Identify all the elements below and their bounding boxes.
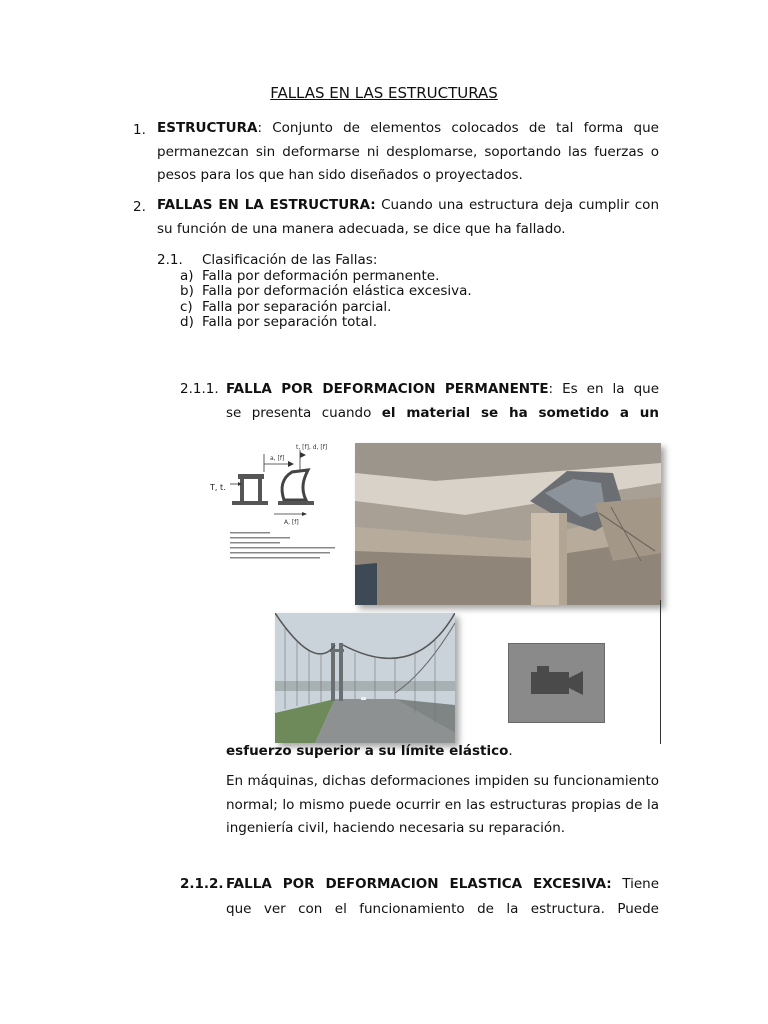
diagram-label-left: T, t.: [210, 483, 226, 492]
video-placeholder[interactable]: [508, 643, 605, 723]
list-item: Falla por separación parcial.: [202, 299, 392, 315]
section-2-1-1-line-2: [226, 405, 659, 421]
section-2-1-1-paragraph: En máquinas, dichas deformaciones impiden su funcionamiento normal; lo mismo puede ocurrir en las estructuras propias de la ingeniería civil, haciendo necesaria su reparación.: [226, 773, 659, 836]
section-2-1-1-line-1: [226, 381, 659, 397]
section-1-text: : Conjunto de elementos colocados de tal forma que permanezcan sin deformarse ni desplomarse, soportando las fuerzas o pesos para los que han sido diseñados o proyectados.: [157, 120, 659, 183]
section-2-1-1-line-3-bold: esfuerzo superior a su límite elástico: [226, 743, 509, 759]
damaged-column-photo: [355, 443, 661, 605]
page-title: FALLAS EN LAS ESTRUCTURAS: [270, 84, 498, 102]
list-item-letter: a): [180, 268, 194, 284]
section-2-1-1-number: 2.1.1.: [180, 381, 219, 397]
section-2-1-heading: Clasificación de las Fallas:: [202, 252, 378, 268]
diagram-legend-lines: [230, 532, 335, 559]
deformation-diagram-svg: [210, 440, 345, 570]
section-2-1-1-line-2-bold: el material se ha sometido a un: [381, 405, 659, 421]
section-2-paragraph: [157, 194, 659, 241]
diagram-label-bottom: A, [f]: [284, 519, 299, 526]
list-item: Falla por deformación elástica excesiva.: [202, 283, 472, 299]
section-2-1-1-line-1-text: : Es en la que: [548, 381, 660, 397]
section-1-number: 1.: [133, 122, 146, 138]
section-2-1-2-line-1-text: Tiene: [611, 876, 659, 892]
section-1-term: ESTRUCTURA: [157, 120, 258, 136]
section-2-1-1-line-3: [226, 743, 513, 759]
section-2-number: 2.: [133, 199, 146, 215]
damaged-column-photo-svg: [355, 443, 661, 605]
video-camera-icon: [509, 644, 604, 722]
section-2-term: FALLAS EN LA ESTRUCTURA:: [157, 197, 376, 213]
section-2-1-2-line-2: que ver con el funcionamiento de la estructura. Puede: [226, 901, 659, 917]
section-2-1-1-term: FALLA POR DEFORMACION PERMANENTE: [226, 381, 549, 397]
suspension-bridge-photo: [275, 613, 455, 743]
list-item: Falla por deformación permanente.: [202, 268, 440, 284]
suspension-bridge-photo-svg: [275, 613, 455, 743]
section-2-1-number: 2.1.: [157, 252, 183, 268]
list-item-letter: b): [180, 283, 194, 299]
section-2-1-2-line-1: [226, 876, 659, 892]
section-2-1-1-line-2-text: se presenta cuando: [226, 405, 382, 421]
list-item: Falla por separación total.: [202, 314, 377, 330]
figure-border-line: [660, 600, 661, 744]
section-2-text: Cuando una estructura deja cumplir con su función de una manera adecuada, se dice que ha fallado.: [157, 197, 659, 237]
diagram-label-top: t, [f], d, [f]: [296, 444, 328, 451]
section-2-1-1-line-3-end: .: [508, 743, 513, 759]
section-2-1-2-term: FALLA POR DEFORMACION ELASTICA EXCESIVA:: [226, 876, 612, 892]
list-item-letter: c): [180, 299, 193, 315]
diagram-label-mid: a, [f]: [270, 455, 285, 462]
section-1-paragraph: [157, 117, 659, 188]
section-2-1-2-number-text: 2.1.2.: [180, 876, 224, 892]
section-2-1-2-number: [180, 876, 224, 892]
deformation-diagram: [210, 440, 345, 570]
list-item-letter: d): [180, 314, 194, 330]
